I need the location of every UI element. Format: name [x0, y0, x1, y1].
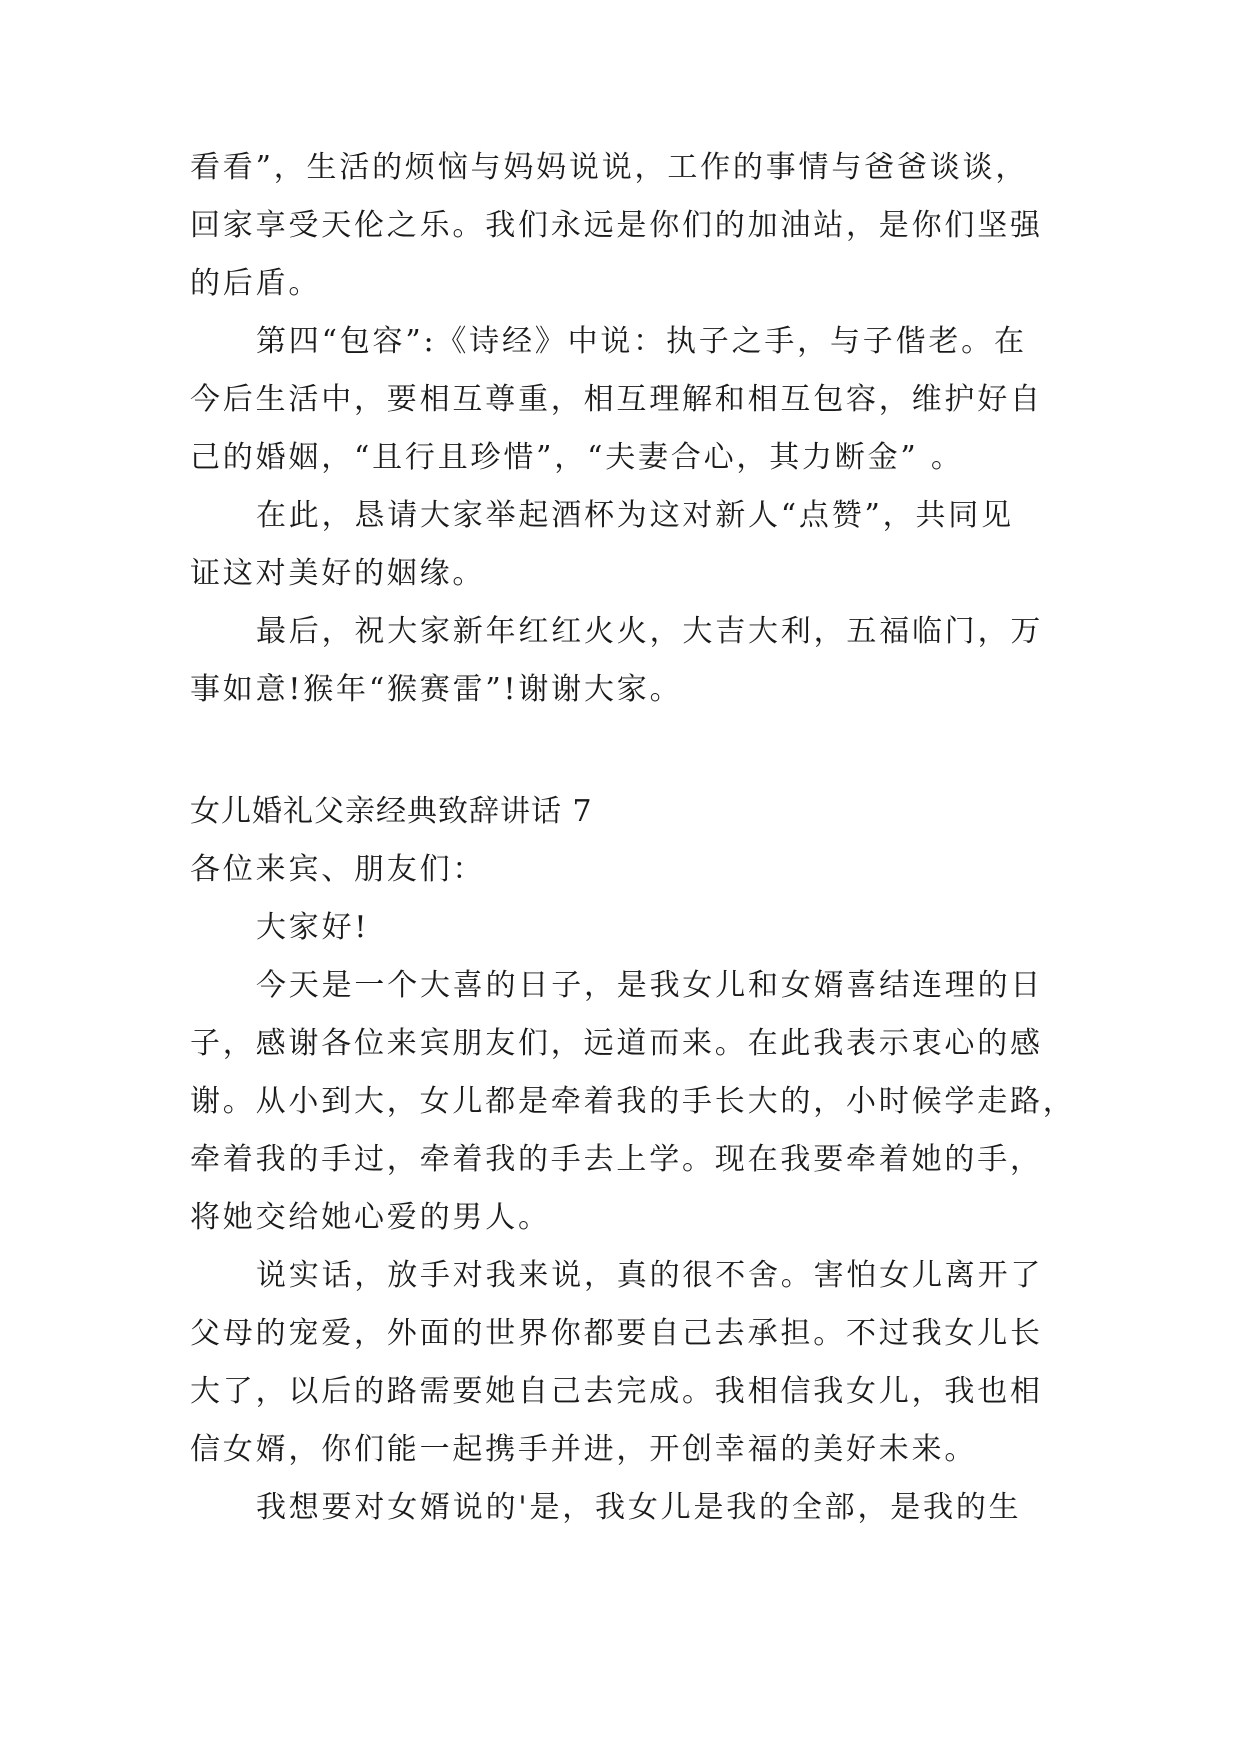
paragraph-line: 子，感谢各位来宾朋友们，远道而来。在此我表示衷心的感 [190, 1026, 1043, 1061]
paragraph-line: 看看”，生活的烦恼与妈妈说说，工作的事情与爸爸谈谈， [190, 150, 1029, 185]
paragraph-line: 回家享受天伦之乐。我们永远是你们的加油站，是你们坚强 [190, 208, 1043, 243]
paragraph-line: 证这对美好的姻缘。 [190, 556, 486, 591]
paragraph-line: 的后盾。 [190, 266, 322, 301]
paragraph-line: 牵着我的手过，牵着我的手去上学。现在我要牵着她的手， [190, 1142, 1043, 1177]
paragraph-line: 今后生活中，要相互尊重，相互理解和相互包容，维护好自 [190, 382, 1043, 417]
paragraph-line: 事如意!猴年“猴赛雷”!谢谢大家。 [190, 672, 683, 707]
paragraph-line: 第四“包容”:《诗经》中说：执子之手，与子偕老。在 [256, 324, 1027, 359]
paragraph-line: 在此，恳请大家举起酒杯为这对新人“点赞”，共同见 [256, 498, 1014, 533]
paragraph-line: 将她交给她心爱的男人。 [190, 1200, 551, 1235]
paragraph-line: 谢。从小到大，女儿都是牵着我的手长大的，小时候学走路， [190, 1084, 1076, 1119]
section-title: 女儿婚礼父亲经典致辞讲话 7 [190, 794, 593, 829]
paragraph-line: 说实话，放手对我来说，真的很不舍。害怕女儿离开了 [256, 1258, 1044, 1293]
salutation: 各位来宾、朋友们： [190, 852, 486, 887]
paragraph-line: 父母的宠爱，外面的世界你都要自己去承担。不过我女儿长 [190, 1316, 1043, 1351]
paragraph-line: 大了，以后的路需要她自己去完成。我相信我女儿，我也相 [190, 1374, 1043, 1409]
paragraph-line: 己的婚姻，“且行且珍惜”，“夫妻合心，其力断金” 。 [190, 440, 964, 475]
greeting: 大家好! [256, 910, 370, 945]
paragraph-line: 信女婿，你们能一起携手并进，开创幸福的美好未来。 [190, 1432, 978, 1467]
paragraph-line: 最后，祝大家新年红红火火，大吉大利，五福临门，万 [256, 614, 1044, 649]
paragraph-line: 我想要对女婿说的'是，我女儿是我的全部，是我的生 [256, 1490, 1022, 1525]
paragraph-line: 今天是一个大喜的日子，是我女儿和女婿喜结连理的日 [256, 968, 1044, 1003]
